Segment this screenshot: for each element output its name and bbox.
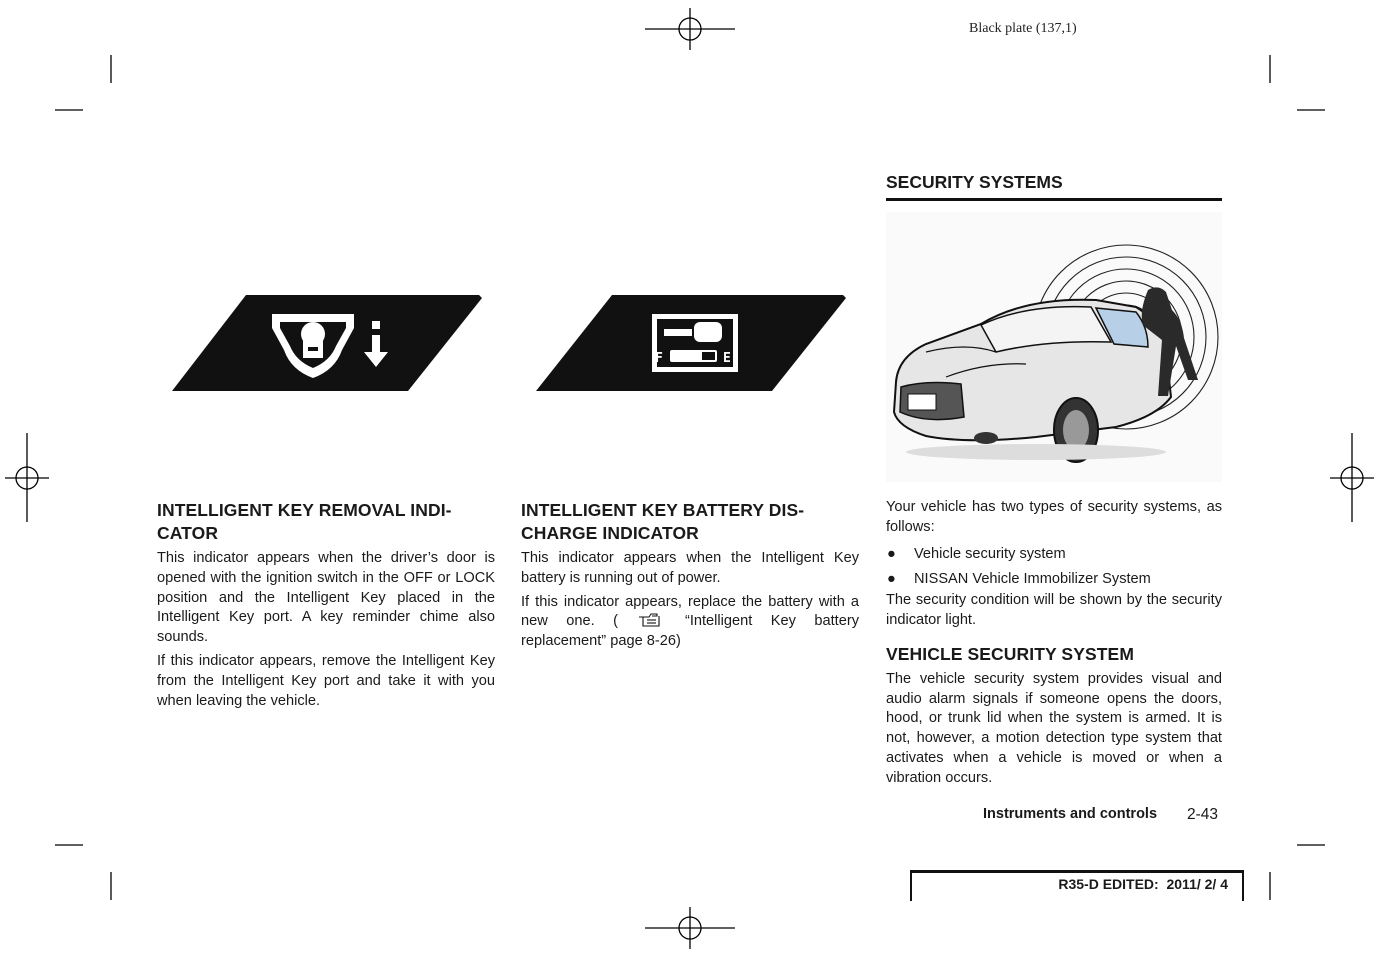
edited-stamp: R35-D EDITED: 2011/ 2/ 4	[1058, 876, 1228, 892]
list-item	[886, 545, 1222, 565]
vehicle-security-body: The vehicle security system provides visual and audio alarm signals if someone opens the doors, hood, or trunk lid when the system is armed. It is not, however, a motion detection type system that activates when a vehicle is moved or when a vibration occurs.	[886, 670, 1222, 786]
page-number: 2-43	[1187, 806, 1219, 823]
key-removal-heading: INTELLIGENT KEY REMOVAL INDI- CATOR	[157, 500, 452, 543]
fuel-f-label: F	[655, 351, 663, 366]
security-intro: Your vehicle has two types of security systems, as follows:	[886, 499, 1222, 535]
battery-discharge-paragraph-2	[521, 593, 859, 652]
battery-discharge-paragraph-1: This indicator appears when the Intelligent Key battery is running out of power.	[521, 550, 859, 586]
list-item	[886, 570, 1222, 590]
vehicle-security-heading: VEHICLE SECURITY SYSTEM	[886, 643, 1134, 664]
battery-paragraph-reference[interactable]: “Intelligent Key battery replacement” page 8-26)	[521, 613, 859, 650]
security-systems-title: SECURITY SYSTEMS	[886, 172, 1222, 201]
left-column	[157, 499, 495, 715]
plate-label: Black plate (137,1)	[969, 21, 1077, 36]
edited-stamp-box	[910, 870, 1244, 901]
security-condition: The security condition will be shown by the security indicator light.	[886, 592, 1222, 628]
battery-paragraph-part-a: If this indicator appears, replace the battery with a new one. (	[521, 593, 859, 630]
right-column	[886, 498, 1222, 793]
bullet-text: Vehicle security system	[914, 545, 1066, 562]
key-removal-paragraph-2: If this indicator appears, remove the Intelligent Key from the Intelligent Key port and take it with you when leaving the vehicle.	[157, 652, 495, 709]
bullet-text: NISSAN Vehicle Immobilizer System	[914, 571, 1151, 588]
key-removal-indicator-icon	[170, 292, 482, 394]
battery-discharge-heading: INTELLIGENT KEY BATTERY DIS- CHARGE INDICATOR	[521, 500, 805, 543]
key-battery-discharge-indicator-icon	[534, 292, 846, 394]
bullet-dot-icon: ●	[887, 545, 896, 562]
key-removal-paragraph-1: This indicator appears when the driver’s door is opened with the ignition switch in the OFF or LOCK position and the Intelligent Key placed in the Intelligent Key port. A key reminder chime also sounds.	[157, 550, 495, 646]
car-alarm-illustration	[886, 212, 1222, 482]
middle-column	[521, 499, 859, 656]
reference-hand-icon	[638, 612, 664, 628]
footer-section-label: Instruments and controls	[983, 806, 1158, 822]
fuel-e-label: E	[723, 351, 731, 366]
bullet-dot-icon: ●	[887, 571, 896, 588]
